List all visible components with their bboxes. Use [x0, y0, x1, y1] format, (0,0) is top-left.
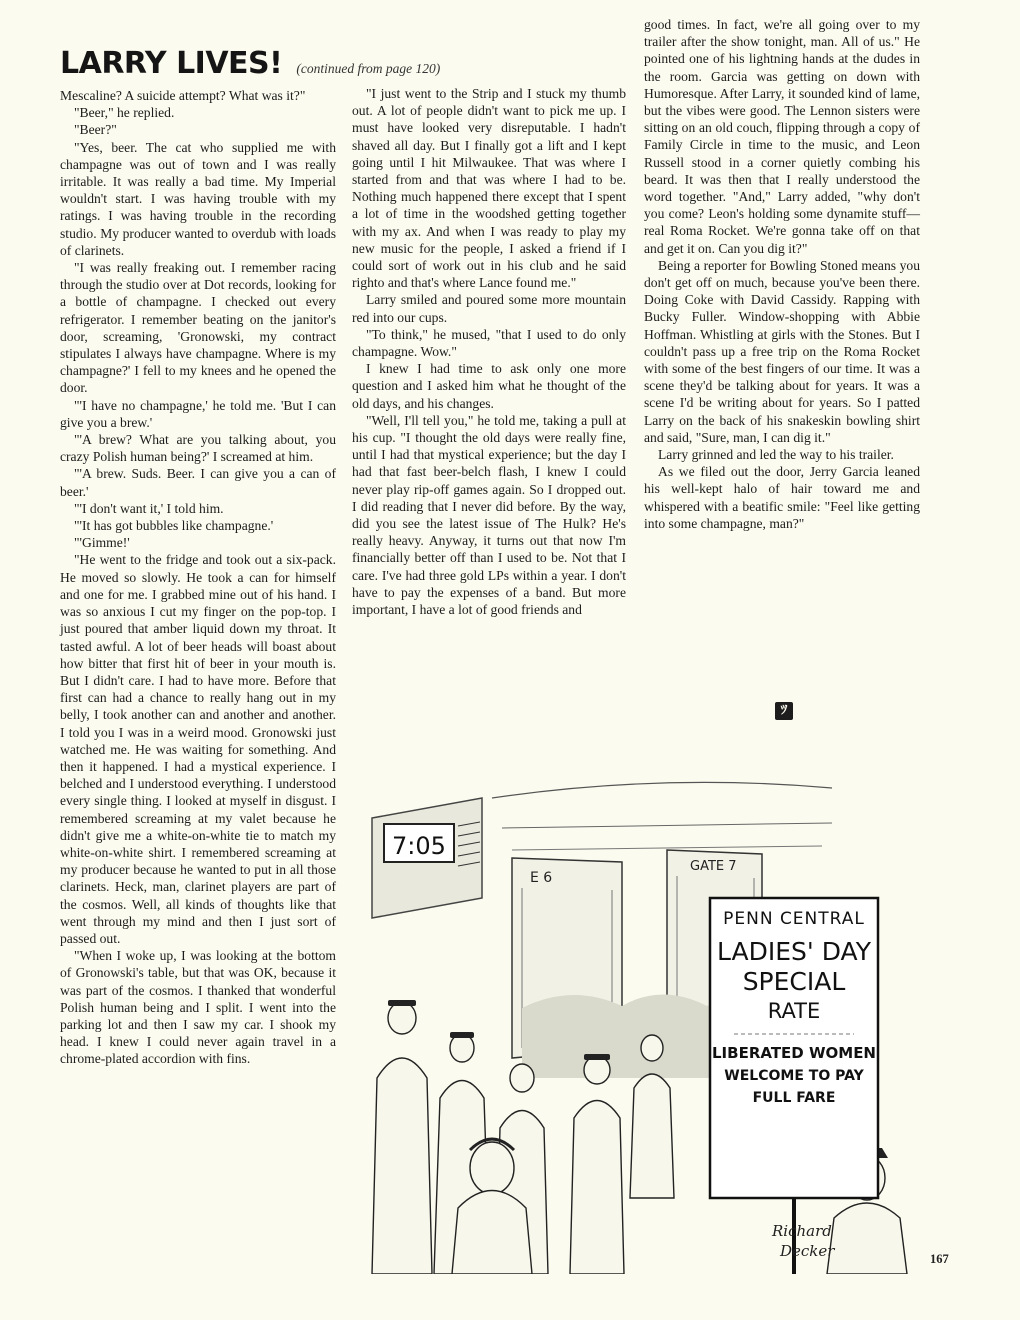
sign-line-5: LIBERATED WOMEN — [712, 1044, 876, 1062]
gate-right-label: GATE 7 — [690, 859, 737, 874]
text-column-1 — [60, 87, 336, 1068]
article-paragraph: I knew I had time to ask only one more question and I asked him what he thought of the old days, and his changes. — [352, 361, 626, 411]
article-paragraph: good times. In fact, we're all going over to my trailer after the show tonight, man. All of us." He pointed one of his lightning hands at the dudes in the room. Garcia was getting on down with Humoresque. After Larry, it sounded kind of lame, but the vibes were good. The Lennon sisters were sitting on an old couch, flipping through a copy of Family Circle in time to the music, and Leon Russell stood in a corner quietly combing his beard. It was then that I really understood the word together. "And," Larry added, "why don't you come? Leon's holding some dynamite stuff—real Roma Rocket. We're gonna take off on that and get it on. Can you dig it?" — [644, 17, 920, 256]
cartoon-illustration — [362, 778, 922, 1274]
article-paragraph: As we filed out the door, Jerry Garcia leaned his well-kept halo of hair toward me and whispered with a beatific smile: "Feel like getting into some champagne, man?" — [644, 464, 920, 531]
article-paragraph: "'A brew. Suds. Beer. I can give you a can of beer.' — [60, 466, 336, 499]
svg-text:Decker: Decker — [780, 1242, 835, 1260]
article-paragraph: Being a reporter for Bowling Stoned means you don't get off on much, because you've been there. Doing Coke with David Cassidy. Rapping with Bucky Fuller. Window-shopping with Abbie Hoffman. Whistling at girls with the Stones. But I couldn't pass up a free trip on the Roma Rocket with some of the best fingers of our time. It was a scene they'd be talking about for years. It was a scene I'd be writing about for years. So I patted Larry on the back of his snakeskin bowling shirt and said, "Sure, man, I can dig it." — [644, 257, 920, 445]
sign-line-4: RATE — [767, 999, 821, 1023]
article-paragraph: Larry smiled and poured some more mountain red into our cups. — [352, 292, 626, 325]
article-paragraph: "To think," he mused, "that I used to do only champagne. Wow." — [352, 326, 626, 360]
person-body — [372, 1058, 432, 1274]
article-paragraph: "'It has got bubbles like champagne.' — [74, 518, 274, 534]
gate-left-label: E 6 — [530, 870, 553, 886]
sign-line-6: WELCOME TO PAY — [724, 1068, 864, 1084]
woman-foreground-head — [470, 1142, 514, 1194]
article-paragraph: "Well, I'll tell you," he told me, taking a pull at his cup. "I thought the old days were really fine, until I had that mystical experience; but the day I had that fast beer-belch flash, I knew I could never play rip-off games again. So I dropped out. I did reading that I never did before. By the way, did you see the latest issue of The Hulk? He's really heavy. Anyway, it turns out that now I'm financially better off than I used to be. Not that I care. I've had three gold LPs within a year. I don't have to pay the expenses of a band. But more important, I have a lot of good friends and — [352, 412, 626, 618]
rabbit-end-mark-icon: ﾂ — [775, 702, 793, 720]
article-paragraph: "'I don't want it,' I told him. — [74, 500, 224, 516]
article-title: LARRY LIVES! — [60, 46, 283, 81]
text-column-2 — [352, 85, 626, 618]
page-number: 167 — [930, 1252, 949, 1266]
sign-line-7: FULL FARE — [752, 1090, 836, 1106]
article-headline — [60, 46, 440, 81]
person-head — [388, 1002, 416, 1034]
man-with-hat-body — [827, 1203, 907, 1274]
article-paragraph: "I was really freaking out. I remember racing through the studio over at Dot records, looking for a bottle of champagne. I checked out every refrigerator. I remember beating on the janitor's door, screaming, 'Gronowski, my contract stipulates I always have champagne. Where is my champagne?' I fell to my knees and he opened the door. — [60, 260, 336, 396]
article-paragraph: Mescaline? A suicide attempt? What was it?" — [60, 88, 306, 103]
sign-line-3: SPECIAL — [742, 967, 846, 996]
article-paragraph: Larry grinned and led the way to his trailer. — [658, 447, 894, 463]
continued-note: (continued from page 120) — [296, 61, 441, 76]
article-paragraph: "'Gimme!' — [74, 535, 130, 551]
sign-line-1: PENN CENTRAL — [723, 909, 865, 929]
article-paragraph: "When I woke up, I was looking at the bottom of Gronowski's table, but that was OK, because it was part of the cosmos. I thanked that wonderful Polish human being and I split. I went into the parking lot and then I saw my car. I shook my head. I knew I could never again travel in a chrome-plated accordion with fins. — [60, 948, 336, 1067]
article-paragraph: "I just went to the Strip and I stuck my thumb out. A lot of people didn't want to pick me up. I must have looked very disreputable. I hadn't shaved all day. But I finally got a lift and I kept going until I hit Milwaukee. That was where I started from and that was where I had to be. Nothing much happened there except that I spent a lot of time in the woodshed getting together with my ax. And when I was ready to play my new music for the people, I asked a friend if I could sort of work out in his club and he said righto and that's where Lance found me." — [352, 86, 626, 291]
article-paragraph: "Beer?" — [74, 122, 117, 138]
woman-foreground-body — [452, 1191, 532, 1275]
text-column-3 — [644, 16, 920, 532]
svg-text:Richard: Richard — [772, 1222, 832, 1240]
article-paragraph: "He went to the fridge and took out a six-pack. He moved so slowly. He took a can for himself and one for me. I grabbed mine out of his hand. I was so anxious I cut my finger on the pop-top. I just poured that amber liquid down my throat. It tasted awful. A lot of beer heads will boast about how bitter that first hit of beer in your mouth is. But I didn't care. I had to have more. Before that first can had a chance to really hang out in my belly, I took another can and another and another. I told you I was in a weird mood. Gronowski just watched me. He was waiting for something. And then it happened. I had a mystical experience. I belched and I understood everything. I understood every single thing. I looked at myself in disgust. I remembered screaming at my valet because he didn't give me a white-on-white tie to match my white-on-white shirt. I remembered screaming at my producer because he wanted to put in all those clarinets. Heck, man, clarinet players are part of the cosmos. Well, all kinds of thoughts like that went through my mind and then I just sort of passed out. — [60, 552, 336, 946]
article-paragraph: "'A brew? What are you talking about, you crazy Polish human being?' I screamed at him. — [60, 432, 336, 465]
article-paragraph: "Yes, beer. The cat who supplied me with champagne was out of town and I was really irritable. It was really a bad time. My Imperial wouldn't start. I was having trouble with my ratings. I was having trouble in the recording studio. My producer wanted to overdub with loads of clarinets. — [60, 139, 336, 258]
article-paragraph: "Beer," he replied. — [74, 105, 175, 121]
sign-line-2: LADIES' DAY — [717, 937, 871, 966]
clock-display: 7:05 — [392, 832, 446, 860]
article-paragraph: "'I have no champagne,' he told me. 'But I can give you a brew.' — [60, 397, 336, 430]
